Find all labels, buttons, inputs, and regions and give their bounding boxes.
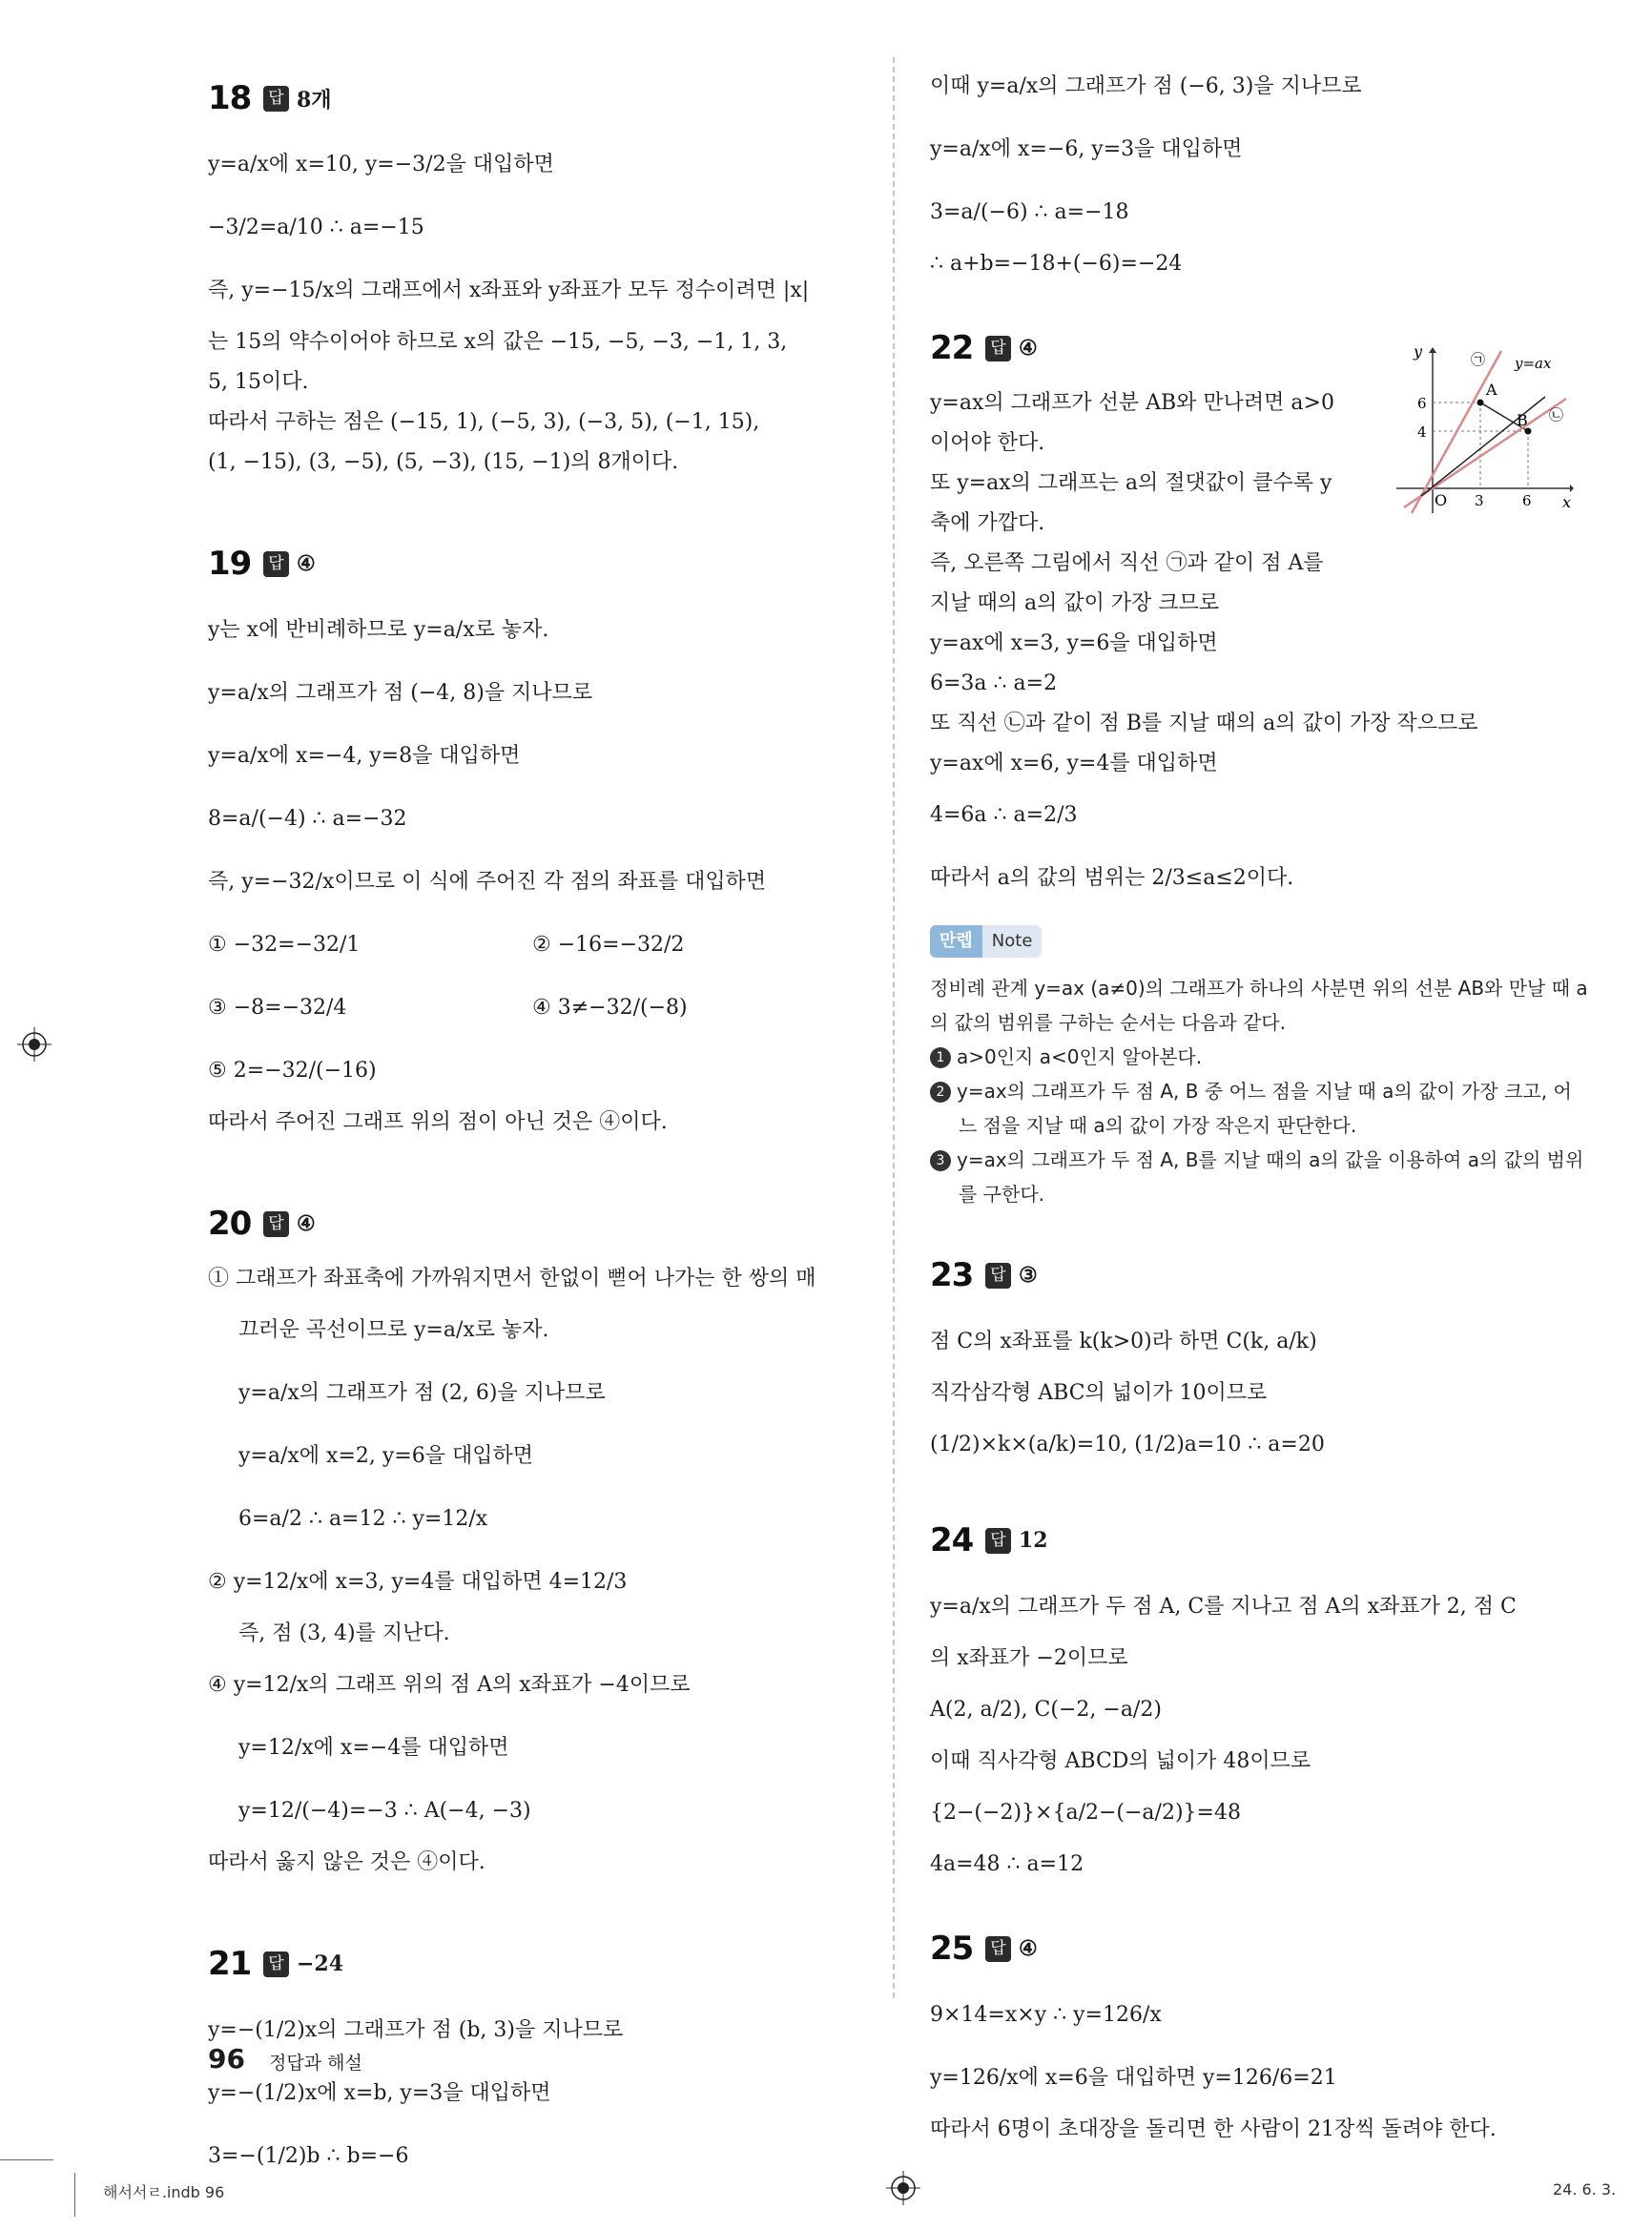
answer-badge: 답 [263,551,289,577]
option-row [208,914,866,977]
problem-number: 25 [930,1930,974,1968]
problem-number: 19 [208,545,252,583]
answer-badge: 답 [263,86,289,112]
tick-label: 3 [1475,492,1484,509]
problem-number: 18 [208,79,252,117]
trim-mark [0,2159,53,2160]
spacer [930,1211,1588,1232]
footer-label: 정답과 해설 [269,2053,362,2074]
column-divider [893,57,895,1998]
solution-line: y=a/x에 x=−4, y=8을 대입하면 [208,744,521,768]
axis-label-x: x [1562,493,1572,511]
note-badge-brand: 만렙 [930,925,982,958]
solution-line: ∴ a+b=−18+(−6)=−24 [930,252,1183,276]
page-number: 96 [208,2043,245,2075]
note-badge-label: Note [982,925,1043,958]
solution-line: 6=3a ∴ a=2 [930,671,1058,695]
option-1: ① −32=−32/1 [208,933,361,957]
right-column [930,55,1588,2150]
tick-label: 4 [1417,423,1427,441]
spacer [208,1143,866,1181]
answer-badge: 답 [985,1528,1011,1554]
solution-line: 따라서 구하는 점은 (−15, 1), (−5, 3), (−3, 5), (−1, 15), [208,410,760,434]
answer-badge: 답 [263,1951,289,1977]
problem-header [930,1240,1588,1311]
spacer [930,284,1588,305]
x-axis-arrow [1570,485,1574,492]
solution-line: 점 C의 x좌표를 k(k>0)라 하면 C(k, a/k) [930,1330,1317,1353]
solution-line: y=−(1/2)x에 x=b, y=3을 대입하면 [208,2081,551,2105]
problem-header [208,528,866,599]
label-y-ax: y=ax [1515,355,1552,372]
answer-value: ④ [297,551,316,576]
solution-line: 4=6a ∴ a=2/3 [930,803,1078,827]
note-badge [930,925,1042,958]
problem-header [208,1929,866,1999]
solution-line: (1/2)×k×(a/k)=10, (1/2)a=10 ∴ a=20 [930,1433,1325,1456]
solution-line: y=a/x의 그래프가 두 점 A, C를 지나고 점 A의 x좌표가 2, 점 C [930,1595,1517,1619]
solution-line: y=a/x에 x=−6, y=3을 대입하면 [930,137,1243,161]
solution-line: 또 직선 ㉡과 같이 점 B를 지날 때의 a의 값이 가장 작으므로 [930,712,1478,735]
point-a [1477,400,1484,406]
solution-line: y=126/x에 x=6을 대입하면 y=126/6=21 [930,2066,1337,2090]
solution-line: y=a/x의 그래프가 점 (−4, 8)을 지나므로 [208,681,593,705]
answer-value: −24 [297,1951,344,1976]
solution-line: (1, −15), (3, −5), (5, −3), (15, −1)의 8개이다. [208,450,679,474]
label-line-2: ㉡ [1549,406,1564,423]
print-date: 24. 6. 3. [1553,2180,1617,2199]
solution-line: 3=−(1/2)b ∴ b=−6 [208,2144,409,2168]
answer-value: ④ [297,1211,316,1236]
solution-line: y=ax에 x=3, y=6을 대입하면 [930,631,1218,655]
problem-25 [930,1913,1588,2150]
solution-line: −3/2=a/10 ∴ a=−15 [208,216,424,239]
answer-value: 12 [1019,1528,1048,1553]
answer-badge: 답 [263,1211,289,1237]
problem-20 [208,1188,866,1883]
step-number-icon: 1 [930,1047,951,1068]
step-number-icon: 3 [930,1150,951,1171]
answer-value: ③ [1019,1263,1038,1288]
answer-badge: 답 [985,1263,1011,1289]
problem-number: 20 [208,1205,252,1243]
problem-header [930,1505,1588,1576]
note-box [930,971,1588,1211]
solution-line: 는 15의 약수이어야 하므로 x의 값은 −15, −5, −3, −1, 1, 3, [208,330,788,354]
problem-19 [208,528,866,1143]
note-step-text: a>0인지 a<0인지 알아본다. [957,1045,1203,1068]
origin-label: O [1435,491,1448,509]
solution-line: ② y=12/x에 x=3, y=4를 대입하면 4=12/3 [208,1570,628,1594]
spacer [208,483,866,521]
solution-line: y는 x에 반비례하므로 y=a/x로 놓자. [208,618,549,642]
solution-line: 직각삼각형 ABC의 넓이가 10이므로 [930,1381,1268,1405]
solution-line: 3=a/(−6) ∴ a=−18 [930,200,1129,224]
solution-line: 축에 가깝다. [930,511,1045,535]
option-5: ⑤ 2=−32/(−16) [208,1059,377,1083]
solution-line: 끄러운 곡선이므로 y=a/x로 놓자. [238,1318,549,1342]
spacer [930,1885,1588,1906]
problem-header [930,1913,1588,1984]
solution-line: 즉, y=−32/x이므로 이 식에 주어진 각 점의 좌표를 대입하면 [208,870,767,894]
option-2: ② −16=−32/2 [532,933,685,957]
problem-23 [930,1240,1588,1476]
solution-line: 8=a/(−4) ∴ a=−32 [208,807,407,831]
solution-line: y=ax의 그래프가 선분 AB와 만나려면 a>0 [930,391,1334,415]
note-step [930,1040,1588,1074]
solution-line: y=a/x에 x=10, y=−3/2을 대입하면 [208,153,554,176]
solution-line: 4a=48 ∴ a=12 [930,1852,1084,1876]
problem-24 [930,1505,1588,1885]
registration-mark-icon [886,2171,920,2205]
axis-label-y: y [1414,345,1423,361]
solution-line: 9×14=x×y ∴ y=126/x [930,2003,1162,2027]
solution-line: 5, 15이다. [208,370,309,394]
note-step-text: y=ax의 그래프가 두 점 A, B를 지날 때의 a의 값을 이용하여 a의 값의 범위를 구한다. [957,1148,1584,1206]
solution-line: y=12/(−4)=−3 ∴ A(−4, −3) [238,1799,531,1823]
solution-line: 6=a/2 ∴ a=12 ∴ y=12/x [238,1507,488,1531]
problem-header [208,63,866,134]
solution-line: 따라서 a의 값의 범위는 2/3≤a≤2이다. [930,866,1294,890]
note-step [930,1143,1588,1211]
tick-label: 6 [1417,395,1427,412]
problem-number: 23 [930,1256,974,1294]
label-a: A [1486,381,1497,399]
solution-line: y=ax에 x=6, y=4를 대입하면 [930,752,1218,775]
registration-mark-icon [17,1027,52,1062]
solution-line: y=a/x의 그래프가 점 (2, 6)을 지나므로 [238,1381,606,1405]
problem-header [208,1188,866,1259]
tick-label: 6 [1522,492,1532,509]
problem-number: 24 [930,1521,974,1559]
answer-badge: 답 [985,336,1011,361]
option-3: ③ −8=−32/4 [208,996,347,1020]
solution-line: 이때 직사각형 ABCD의 넓이가 48이므로 [930,1749,1311,1773]
solution-line: 즉, 점 (3, 4)를 지난다. [238,1621,450,1645]
problem-number: 21 [208,1945,252,1983]
spacer [930,1476,1588,1497]
option-row [208,977,866,1040]
label-b: B [1517,411,1528,429]
problem-number: 22 [930,329,974,367]
solution-line: A(2, a/2), C(−2, −a/2) [930,1698,1162,1722]
y-axis-arrow [1429,347,1436,353]
trim-mark [74,2173,75,2217]
answer-badge: 답 [985,1936,1011,1962]
left-column [208,55,866,2188]
note-step [930,1074,1588,1143]
spacer [208,1883,866,1921]
solution-line: 따라서 주어진 그래프 위의 점이 아닌 것은 ④이다. [208,1110,668,1134]
solution-line: 즉, 오른쪽 그림에서 직선 ㉠과 같이 점 A를 [930,551,1324,575]
solution-line: y=−(1/2)x의 그래프가 점 (b, 3)을 지나므로 [208,2018,624,2042]
solution-line: 또 y=ax의 그래프는 a의 절댓값이 클수록 y [930,471,1332,495]
solution-line: 즉, y=−15/x의 그래프에서 x좌표와 y좌표가 모두 정수이려면 |x| [208,279,810,302]
solution-line: 따라서 옳지 않은 것은 ④이다. [208,1850,485,1874]
solution-line: 이때 y=a/x의 그래프가 점 (−6, 3)을 지나므로 [930,74,1362,98]
solution-line: 지날 때의 a의 값이 가장 크므로 [930,591,1220,615]
answer-value: ④ [1019,336,1038,361]
solution-line: 의 x좌표가 −2이므로 [930,1646,1128,1670]
step-number-icon: 2 [930,1082,951,1103]
solution-line: ④ y=12/x의 그래프 위의 점 A의 x좌표가 −4이므로 [208,1673,691,1697]
note-intro: 정비례 관계 y=ax (a≠0)의 그래프가 하나의 사분면 위의 선분 AB와 만날 때 a의 값의 범위를 구하는 순서는 다음과 같다. [930,977,1588,1034]
solution-line: 이어야 한다. [930,431,1045,455]
solution-line: ① 그래프가 좌표축에 가까워지면서 한없이 뻗어 나가는 한 쌍의 매 [208,1267,816,1291]
answer-value: ④ [1019,1936,1038,1961]
solution-line: 따라서 6명이 초대장을 돌리면 한 사람이 21장씩 돌려야 한다. [930,2117,1497,2141]
solution-line: {2−(−2)}×{a/2−(−a/2)}=48 [930,1801,1241,1825]
answer-value: 8개 [297,87,332,113]
option-4: ④ 3≠−32/(−8) [532,996,688,1020]
problem-18 [208,63,866,483]
solution-line: y=12/x에 x=−4를 대입하면 [238,1736,509,1760]
problem-22 [930,313,1588,910]
label-line-1: ㉠ [1471,351,1486,368]
proportion-graph [1393,345,1574,517]
print-file-name: 해서서ㄹ.indb 96 [103,2183,225,2201]
note-step-text: y=ax의 그래프가 두 점 A, B 중 어느 점을 지날 때 a의 값이 가장 크고, 어느 점을 지날 때 a의 값이 가장 작은지 판단한다. [957,1080,1572,1137]
problem-21-continued [930,55,1588,284]
solution-line: y=a/x에 x=2, y=6을 대입하면 [238,1444,533,1468]
